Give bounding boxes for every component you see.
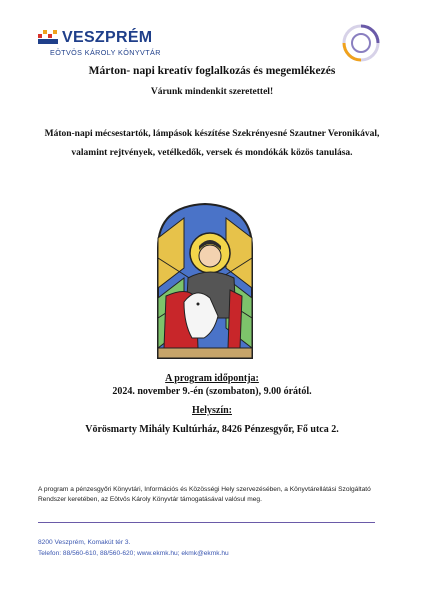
welcome-text: Várunk mindenkit szeretettel! xyxy=(150,87,274,97)
program-time-label: A program időpontja: xyxy=(165,373,259,384)
footer-divider xyxy=(38,522,375,523)
logo-subtitle-text: EÖTVÖS KÁROLY KÖNYVTÁR xyxy=(50,48,161,57)
circular-emblem-icon xyxy=(340,22,382,64)
castle-logo-icon xyxy=(38,28,60,46)
venue-label: Helyszín: xyxy=(192,405,232,416)
organizer-note: A program a pénzesgyőri Könyvtári, Információs és Közösségi Hely szervezésében, a Könyvtárellátási Szolgáltató Rendszer keretében, az Eötvös Károly Könyvtár támogatásával valósul meg. xyxy=(38,486,371,503)
event-description: Máton-napi mécsestartók, lámpások készítése Szekrényesné Szautner Veronikával, valamint rejtvények, vetélkedők, versek és mondókák közös tanulása. xyxy=(44,129,380,158)
logo-brand-text: VESZPRÉM xyxy=(62,29,153,46)
footer-address: 8200 Veszprém, Komakút tér 3. xyxy=(38,539,131,546)
venue-value: Vörösmarty Mihály Kultúrház, 8426 Pénzesgyőr, Fő utca 2. xyxy=(85,424,339,435)
stained-glass-illustration xyxy=(144,198,266,361)
event-title: Márton- napi kreatív foglalkozás és megemlékezés xyxy=(88,65,336,77)
library-logo xyxy=(36,26,161,57)
program-time-value: 2024. november 9.-én (szombaton), 9.00 órától. xyxy=(112,386,312,397)
footer-contact: Telefon: 88/560-610, 88/560-620; www.ekmk.hu; ekmk@ekmk.hu xyxy=(38,550,229,557)
